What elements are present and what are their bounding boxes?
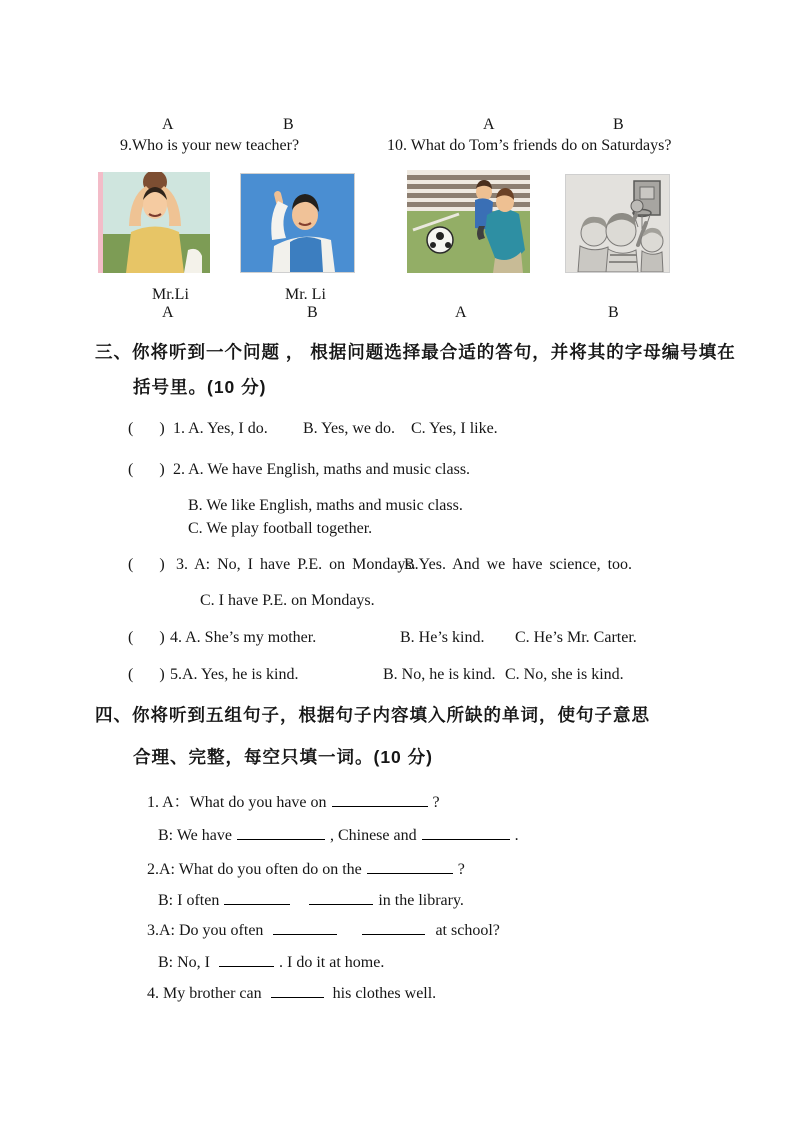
section-four-heading — [0, 702, 793, 726]
answer-bracket[interactable] — [128, 556, 165, 574]
fill-blank[interactable] — [332, 791, 428, 807]
caption-mr-li-a: Mr.Li — [152, 286, 189, 303]
mc-question-3-row-c — [0, 592, 793, 616]
bracket-open: ( — [128, 666, 134, 683]
mc-question-2-row-b — [0, 497, 793, 521]
caption-mr-li-b: Mr. Li — [285, 286, 326, 303]
sentence-text: 3.A: Do you often — [147, 922, 264, 939]
section-three-heading2 — [0, 374, 793, 398]
option-label: A — [455, 304, 467, 321]
football-training-illustration — [407, 170, 530, 273]
option-label: A — [483, 116, 495, 133]
bracket-open: ( — [128, 629, 134, 646]
fill-line-3a — [0, 919, 793, 943]
option-b-text: B. He’s kind. — [400, 629, 485, 646]
mc-question-2-row-c — [0, 520, 793, 544]
fill-line — [147, 919, 500, 940]
sentence-text: 1. A：What do you have on — [147, 794, 327, 811]
fill-blank[interactable] — [219, 951, 274, 967]
bracket-close: ) — [159, 666, 165, 683]
section-three-heading-line2: 括号里。(10 分) — [133, 377, 267, 397]
option-b-text: B. Yes, we do. — [303, 420, 396, 437]
fill-blank[interactable] — [362, 919, 425, 935]
bracket-open: ( — [128, 420, 134, 437]
fill-blank[interactable] — [224, 889, 290, 905]
option-label: A — [162, 304, 174, 321]
answer-bracket[interactable] — [128, 666, 165, 684]
picture-option-labels-bottom — [0, 304, 793, 328]
man-pointing-illustration — [241, 174, 354, 272]
section-three-heading — [0, 339, 793, 363]
fill-blank[interactable] — [367, 858, 453, 874]
man-holding-ball-photo[interactable] — [98, 172, 210, 273]
answer-bracket[interactable] — [128, 420, 165, 438]
fill-line-3b — [0, 951, 793, 975]
option-c-text: C. I have P.E. on Mondays. — [200, 592, 375, 609]
mc-question-4-row — [0, 629, 793, 653]
sentence-text: ? — [457, 861, 465, 878]
fill-line — [147, 858, 465, 879]
man-pointing-photo[interactable] — [240, 173, 355, 273]
bracket-close: ) — [159, 420, 165, 437]
fill-blank[interactable] — [309, 889, 373, 905]
sentence-text: . I do it at home. — [279, 954, 385, 971]
fill-line — [158, 824, 519, 845]
option-b-text: B. No, he is kind. — [383, 666, 496, 683]
sentence-text: B: We have — [158, 827, 232, 844]
bracket-close: ) — [159, 556, 165, 573]
answer-bracket[interactable] — [128, 461, 165, 479]
sentence-text: his clothes well. — [332, 985, 437, 1002]
option-label: B — [608, 304, 619, 321]
option-label: B — [283, 116, 294, 133]
fill-line-1b — [0, 824, 793, 848]
sentence-text: ? — [432, 794, 440, 811]
fill-line-1a — [0, 789, 793, 813]
fill-line — [158, 889, 464, 910]
option-c-text: C. No, she is kind. — [505, 666, 624, 683]
sentence-text: 2.A: What do you often do on the — [147, 861, 362, 878]
section-four-heading-line2: 合理、完整，每空只填一词。(10 分) — [133, 747, 433, 767]
fill-line — [158, 951, 384, 972]
fill-line — [147, 982, 436, 1003]
bracket-open: ( — [128, 461, 134, 478]
sentence-text: . — [514, 827, 519, 844]
option-a-text: 5.A. Yes, he is kind. — [170, 666, 299, 683]
question-row — [0, 137, 793, 161]
mc-question-1-row — [0, 420, 793, 444]
kids-basketball-sketch-drawing — [566, 175, 669, 272]
option-c-text: C. We play football together. — [188, 520, 373, 537]
section-four-heading2 — [0, 744, 793, 768]
man-holding-ball-illustration — [98, 172, 210, 273]
fill-blank[interactable] — [237, 824, 325, 840]
option-b-text: B.Yes. And we have science, too. — [404, 556, 633, 573]
sentence-text: B: I often — [158, 892, 220, 909]
mc-question-3-row — [0, 556, 793, 580]
fill-blank[interactable] — [273, 919, 337, 935]
kids-basketball-sketch[interactable] — [565, 174, 670, 273]
question-9-text: 9.Who is your new teacher? — [120, 137, 300, 154]
sentence-text: at school? — [435, 922, 500, 939]
bracket-open: ( — [128, 556, 134, 573]
fill-line-2a — [0, 858, 793, 882]
option-c-text: C. Yes, I like. — [411, 420, 498, 437]
answer-bracket[interactable] — [128, 629, 165, 647]
mc-question-2-row — [0, 461, 793, 485]
sentence-text: in the library. — [378, 892, 464, 909]
option-c-text: C. He’s Mr. Carter. — [515, 629, 637, 646]
option-a-text: 1. A. Yes, I do. — [173, 420, 268, 437]
option-label: A — [162, 116, 174, 133]
bracket-close: ) — [159, 629, 165, 646]
option-a-text: 2. A. We have English, maths and music class. — [173, 461, 471, 478]
option-a-text: 4. A. She’s my mother. — [170, 629, 317, 646]
section-three-heading-line1: 三、你将听到一个问题 ， 根据问题选择最合适的答句，并将其的字母编号填在 — [95, 342, 736, 362]
fill-blank[interactable] — [271, 982, 324, 998]
option-b-text: B. We like English, maths and music class. — [188, 497, 463, 514]
football-training-photo[interactable] — [407, 170, 530, 273]
bracket-close: ) — [159, 461, 165, 478]
sentence-text: B: No, I — [158, 954, 210, 971]
mc-question-5-row — [0, 666, 793, 690]
option-label: B — [613, 116, 624, 133]
fill-line — [147, 789, 440, 812]
question-10-text: 10. What do Tom’s friends do on Saturdays? — [387, 137, 672, 154]
sentence-text: 4. My brother can — [147, 985, 262, 1002]
option-label: B — [307, 304, 318, 321]
fill-blank[interactable] — [422, 824, 510, 840]
sentence-text: , Chinese and — [329, 827, 417, 844]
fill-line-2b — [0, 889, 793, 913]
option-a-text: 3. A: No, I have P.E. on Mondays. — [176, 556, 416, 573]
section-four-heading-line1: 四、你将听到五组句子，根据句子内容填入所缺的单词，使句子意思 — [95, 705, 650, 725]
fill-line-4 — [0, 982, 793, 1006]
